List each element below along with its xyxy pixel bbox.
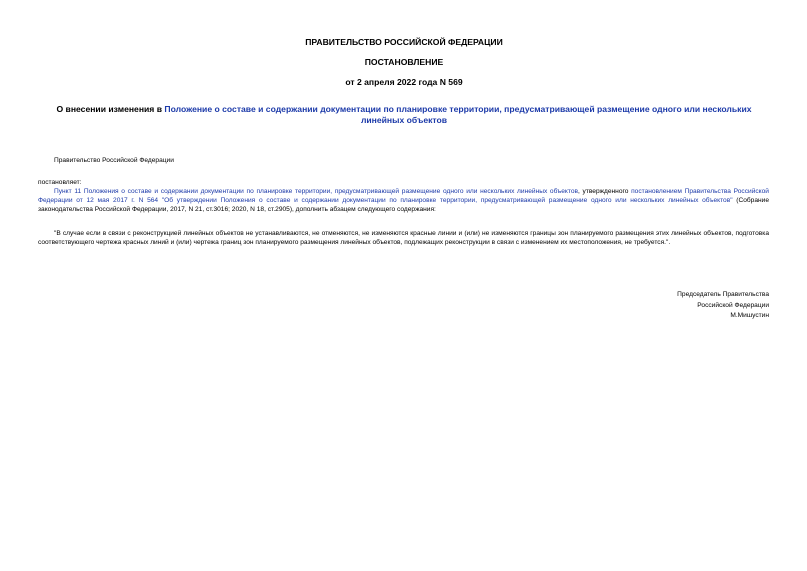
- government-text: Правительство Российской Федерации: [54, 157, 174, 164]
- document-page: [38, 0, 770, 571]
- title-prefix: О внесении изменения в: [56, 104, 165, 114]
- signature-name: М.Мишустин: [730, 312, 769, 319]
- clause-11-link[interactable]: Пункт 11 Положения о составе и содержании документации по планировке территории, предусматривающей размещение одного или нескольких линейных объектов: [54, 188, 579, 195]
- document-date-number: от 2 апреля 2022 года N 569: [345, 77, 463, 87]
- paragraph-text: , утвержденного: [578, 188, 632, 195]
- title-regulation-link[interactable]: Положение о составе и содержании документации по планировке территории, предусматривающей размещение одного или нескольких линейных объектов: [164, 104, 752, 125]
- paragraph-text: (Собрание законодательства Российской Федерации, 2017, N 21, ст.3016; 2020, N 18, ст.2905), дополнить абзацем следующего содержания:: [38, 197, 769, 213]
- document-type-heading: ПОСТАНОВЛЕНИЕ: [364, 57, 444, 67]
- issuer-heading: ПРАВИТЕЛЬСТВО РОССИЙСКОЙ ФЕДЕРАЦИИ: [305, 37, 503, 47]
- paragraph-new-text: "В случае если в связи с реконструкцией линейных объектов не устанавливаются, не отменяются, не изменяются красные линии и (или) не изменяются границы зон планируемого размещения этих линейных объектов, подготовка соответствующего чертежа красных линий и (или) чертежа границ зон планируемого размещения линейных объектов, подлежащих реконструкции в связи с изменением их местоположения, не требуется.".: [38, 230, 769, 246]
- document-title: [38, 104, 770, 126]
- paragraph-amendment: [38, 187, 769, 214]
- signature-position: Председатель Правительства: [677, 291, 769, 298]
- signature-block: [677, 290, 769, 322]
- decrees-text: постановляет:: [38, 179, 82, 186]
- signature-country: Российской Федерации: [697, 301, 769, 309]
- resolution-564-link[interactable]: постановлением Правительства Российской Федерации от 12 мая 2017 г. N 564 "Об утверждении Положения о составе и содержании документации по планировке территории, предусматривающей размещение одного или нескольких линейных объектов": [38, 188, 769, 204]
